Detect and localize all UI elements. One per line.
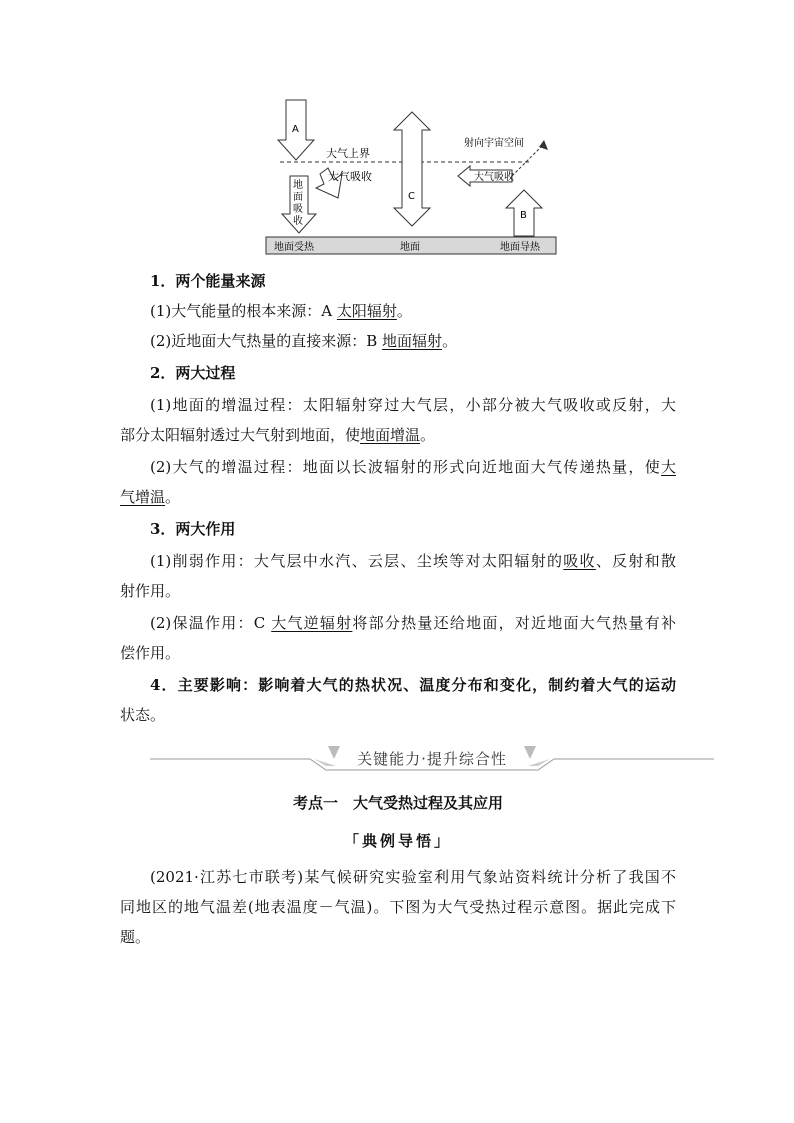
atm-absorb-left-label: 大气吸收 [328,170,372,183]
banner-title: 关键能力·提升综合性 [357,750,507,768]
section2-item2-suffix: 。 [165,488,181,506]
section1-heading: 1．两个能量来源 [150,272,266,290]
arrow-c [394,112,430,226]
question-line3: 题。 [120,928,151,946]
ground-absorb-char-3: 吸 [293,204,303,215]
section3-heading: 3．两大作用 [150,520,236,538]
section3-item1-keyword: 吸收 [563,552,596,570]
label-c: C [408,191,415,202]
ground-absorb-char-2: 面 [293,192,303,203]
section1-item1-suffix: 。 [396,302,412,320]
section1-item2 [120,326,676,356]
question-line1: (2021·江苏七市联考)某气候研究实验室利用气象站资料统计分析了我国不 [150,868,676,886]
atm-absorb-right-label: 大气吸收 [474,172,514,183]
question-line2: 同地区的地气温差(地表温度－气温)。下图为大气受热过程示意图。据此完成下 [120,898,676,916]
section1-item1 [120,296,676,326]
label-b: B [520,210,527,221]
section2-item2-keyword-part2: 气增温 [120,488,166,506]
topic-subtitle: 「典例导悟」 [343,832,452,850]
section2-item2-line1-prefix: (2)大气的增温过程：地面以长波辐射的形式向近地面大气传递热量，使 [150,458,661,476]
section3-item1-line1 [120,546,676,576]
ground-absorb-char-1: 地 [293,180,303,191]
section2-item1-keyword: 地面增温 [360,426,421,444]
section3-item1-line2: 射作用。 [120,582,181,600]
section2-item1-line2-prefix: 部分太阳辐射透过大气射到地面，使 [120,426,361,444]
section1-item1-prefix: (1)大气能量的根本来源：A [150,302,337,320]
section2-item1-line1: (1)地面的增温过程：太阳辐射穿过大气层，小部分被大气吸收或反射，大 [150,396,676,414]
section2-item1-suffix: 。 [420,426,436,444]
section3-item1-prefix: (1)削弱作用：大气层中水汽、云层、尘埃等对太阳辐射的 [150,552,564,570]
topic-title: 考点一 大气受热过程及其应用 [292,794,503,812]
label-a: A [292,124,299,135]
ground-heat-label: 地面受热 [274,242,314,253]
ground-absorb-char-4: 收 [293,216,303,227]
section1-item1-keyword: 太阳辐射 [336,302,397,320]
section2-item2-line2 [120,482,676,512]
section2-item1-line2 [120,420,676,450]
section2-item2-keyword-part1: 大 [660,458,676,476]
ground-label: 地面 [400,242,420,253]
section3-item2-line1 [120,608,676,638]
section4-line2: 状态。 [120,706,166,724]
section1-item2-prefix: (2)近地面大气热量的直接来源：B [150,332,383,350]
section2-heading: 2．两大过程 [150,364,236,382]
atmosphere-heating-diagram [262,94,562,258]
section1-item2-keyword: 地面辐射 [382,332,443,350]
section4-line1-text: 4．主要影响：影响着大气的热状况、温度分布和变化，制约着大气的运动 [150,676,676,694]
to-space-arrowhead [539,140,548,150]
section4-line1 [120,670,676,700]
section3-item2-suffix: 将部分热量还给地面，对近地面大气热量有补 [352,614,676,632]
section3-item2-line2: 偿作用。 [120,644,181,662]
section-banner [150,742,714,776]
section3-item2-prefix: (2)保温作用：C [150,614,272,632]
section3-item1-suffix: 、反射和散 [595,552,676,570]
upper-boundary-label: 大气上界 [326,147,370,160]
section3-item2-keyword: 大气逆辐射 [271,614,353,632]
to-space-label: 射向宇宙空间 [464,138,524,149]
section1-item2-suffix: 。 [442,332,458,350]
section2-item2-line1 [120,452,676,482]
ground-conduct-label: 地面导热 [500,242,540,253]
